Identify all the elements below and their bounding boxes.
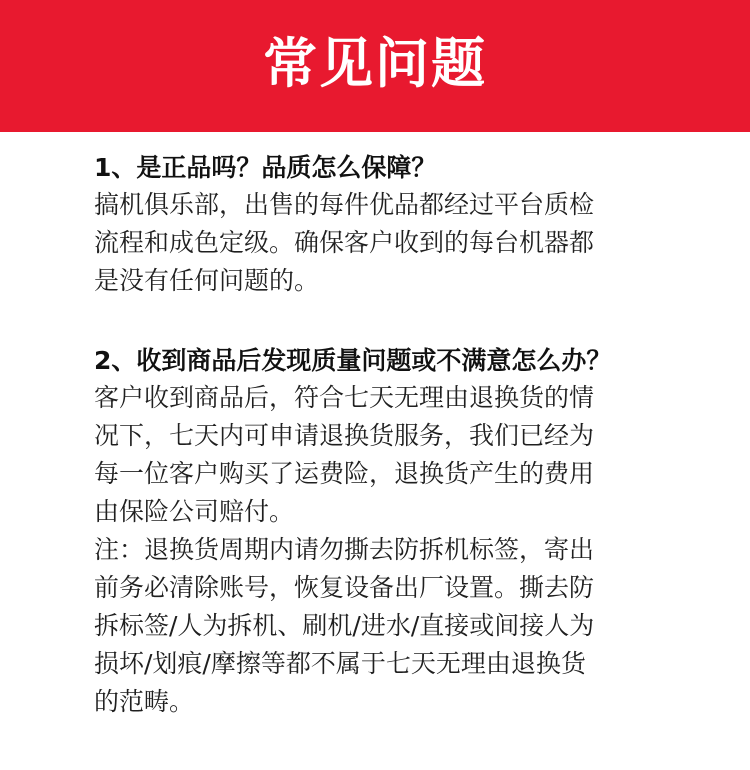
faq-answer-line: 是没有任何问题的。 — [94, 266, 320, 295]
faq-question: 1、是正品吗？品质怎么保障？ — [94, 153, 437, 182]
faq-answer-line: 搞机俱乐部，出售的每件优品都经过平台质检 — [94, 190, 595, 219]
page-title: 常见问题 — [263, 32, 487, 95]
faq-note-line: 拆标签/人为拆机、刷机/进水/直接或间接人为 — [94, 611, 595, 640]
faq-note-line: 注：退换货周期内请勿撕去防拆机标签，寄出 — [94, 535, 595, 564]
faq-answer-line: 每一位客户购买了运费险，退换货产生的费用 — [94, 459, 595, 488]
faq-answer-line: 由保险公司赔付。 — [94, 497, 295, 526]
faq-note-line: 前务必清除账号，恢复设备出厂设置。撕去防 — [94, 573, 595, 602]
faq-item — [94, 150, 714, 300]
faq-answer-line: 流程和成色定级。确保客户收到的每台机器都 — [94, 228, 595, 257]
faq-answer — [94, 379, 714, 721]
faq-answer-line: 客户收到商品后，符合七天无理由退换货的情 — [94, 383, 595, 412]
faq-question: 2、收到商品后发现质量问题或不满意怎么办？ — [94, 346, 612, 375]
faq-list — [94, 150, 714, 721]
faq-item — [94, 343, 714, 721]
faq-note-line: 的范畴。 — [94, 687, 195, 716]
faq-answer — [94, 186, 714, 300]
header-banner — [0, 0, 750, 132]
faq-note-line: 损坏/划痕/摩擦等都不属于七天无理由退换货 — [94, 649, 586, 678]
faq-answer-line: 况下，七天内可申请退换货服务，我们已经为 — [94, 421, 595, 450]
